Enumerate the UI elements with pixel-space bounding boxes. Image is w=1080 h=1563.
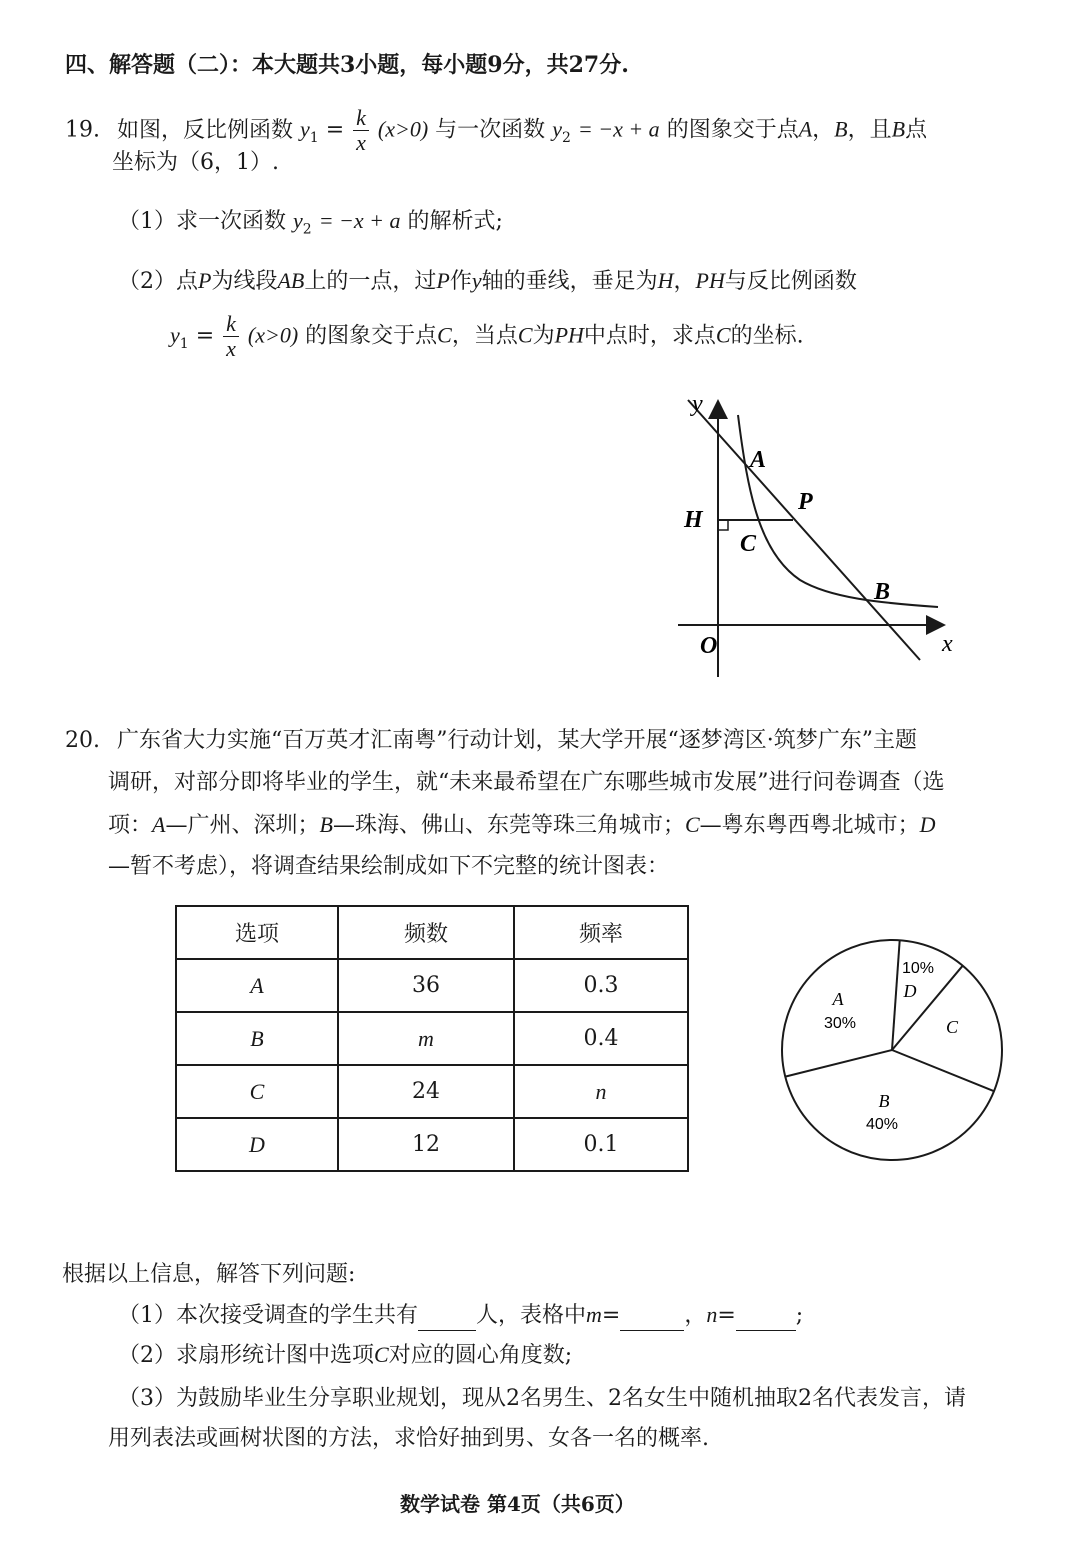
fraction-k-over-x-2 (223, 312, 239, 361)
q19-line2: 坐标为（6，1）. (112, 150, 279, 175)
pie-pct-a: 30% (823, 1015, 857, 1032)
linear-rhs-p1: = −x + a (318, 208, 401, 233)
pt-b-2: B (891, 116, 906, 142)
part2-line2-d: 中点时，求点 (583, 323, 716, 349)
part2-b: 为线段 (211, 269, 278, 294)
q19-line1: 19. 如图，反比例函数 $y_1$ = $\frac{k}{x}$ (x>0) 与一次函数 $y_2 = -x + a$ 的图象交于点A，B，且B点 (65, 105, 928, 155)
hyperbola-curve (738, 415, 938, 607)
axis-y-text: y (471, 268, 482, 293)
table-cell: 0.3 (514, 959, 688, 1012)
y1-sub-p2: 1 (179, 335, 189, 352)
label-c: C (740, 531, 757, 557)
p2-text-a: （2）求扇形统计图中选项 (118, 1343, 374, 1368)
pie-radius-3 (785, 1050, 892, 1077)
p1-text-b: 人，表格中 (476, 1303, 587, 1328)
seg-ph-2: PH (554, 322, 584, 348)
table-cell: n (514, 1065, 688, 1118)
pt-p: P (198, 268, 212, 293)
q20-line2: 调研，对部分即将毕业的学生，就“未来最希望在广东哪些城市发展”进行问卷调查（选 (108, 770, 945, 795)
q19-part2-line2: $y_1$ = $\frac{k}{x}$ (x>0) 的图象交于点C，当点C为PH中点时，求点C的坐标. (170, 311, 804, 361)
part2-c: 上的一点，过 (304, 269, 437, 294)
y2-sub: 2 (561, 129, 571, 146)
page-footer: 数学试卷 第4页（共6页） (400, 1492, 635, 1516)
label-p: P (798, 489, 813, 515)
frequency-table (175, 905, 689, 1172)
n-symbol: n (706, 1302, 718, 1327)
part2-line2-c: 为 (532, 323, 555, 349)
pie-radius-1 (892, 966, 963, 1050)
right-angle-mark (718, 520, 728, 530)
pie-label-a: A (832, 989, 844, 1009)
pt-c-2: C (517, 322, 533, 348)
eq-sign-2: = (717, 1303, 736, 1328)
part2-d: 作 (449, 269, 472, 294)
table-cell: C (176, 1065, 338, 1118)
q20-intro: 根据以上信息，解答下列问题: (62, 1262, 356, 1287)
table-cell: m (338, 1012, 514, 1065)
table-row (176, 1118, 688, 1171)
q20-line3 (108, 810, 936, 841)
pie-label-c: C (945, 1017, 959, 1037)
p1-text-a: （1）本次接受调查的学生共有 (118, 1303, 418, 1328)
frac-num: k (353, 106, 369, 131)
y2-sub-p1: 2 (302, 221, 312, 238)
pie-label-d: D (903, 981, 917, 1001)
q20-line3-b: —广州、深圳； (165, 813, 320, 838)
pt-c: C (437, 322, 452, 348)
pie-pct-b: 40% (865, 1116, 899, 1133)
table-cell: 12 (338, 1118, 514, 1171)
domain-cond: (x>0) (377, 116, 429, 142)
q20-part3-line1: （3）为鼓励毕业生分享职业规划，现从2名男生、2名女生中随机抽取2名代表发言，请 (118, 1386, 966, 1411)
label-origin: O (700, 633, 718, 659)
table-row (176, 1065, 688, 1118)
q20-number: 20. (65, 728, 100, 753)
table-cell: 24 (338, 1065, 514, 1118)
label-h: H (684, 507, 703, 533)
pie-label-b: B (878, 1091, 890, 1111)
linear-rhs: = −x + a (577, 116, 660, 142)
pt-a: A (798, 116, 813, 142)
part2-line2-b: ，当点 (451, 323, 518, 349)
label-y: y (692, 391, 703, 417)
y1-symbol-p2: y (170, 322, 180, 348)
answer-blank-m[interactable] (620, 1308, 684, 1331)
opt-d: D (919, 812, 936, 837)
table-cell: D (176, 1118, 338, 1171)
table-row (176, 1012, 688, 1065)
frac-den-2: x (226, 336, 236, 361)
frac-den: x (356, 130, 366, 155)
q20-line4: —暂不考虑），将调查结果绘制成如下不完整的统计图表： (108, 854, 670, 879)
q19-number: 19. (65, 117, 100, 143)
pie-radius-0 (892, 940, 900, 1050)
q20-line3-a: 项： (108, 813, 153, 838)
pie-radius-2 (892, 1050, 994, 1091)
part2-e: 轴的垂线，垂足为 (481, 269, 658, 294)
table-header-option: 选项 (176, 906, 338, 959)
opt-c: C (684, 812, 700, 837)
q19-text-a: 如图，反比例函数 (117, 117, 294, 143)
table-cell: 0.1 (514, 1118, 688, 1171)
part1-label: （1）求一次函数 (118, 209, 286, 234)
opt-a: A (152, 812, 166, 837)
label-b: B (874, 579, 891, 605)
q19-text-c: 的图象交于点 (666, 117, 799, 143)
part2-a: （2）点 (118, 269, 198, 294)
table-cell: B (176, 1012, 338, 1065)
part2-line2-e: 的坐标. (730, 323, 804, 349)
pt-b: B (834, 116, 848, 142)
answer-blank-total[interactable] (418, 1308, 476, 1331)
p2-opt-c: C (374, 1342, 389, 1367)
q20-part3-line2: 用列表法或画树状图的方法，求恰好抽到男、女各一名的概率. (108, 1426, 709, 1451)
opt-b: B (319, 812, 333, 837)
q19-text-b: 与一次函数 (435, 117, 546, 143)
m-symbol: m (586, 1302, 602, 1327)
frac-num-2: k (223, 312, 239, 337)
pie-radii (785, 940, 994, 1091)
q20-line1 (65, 726, 917, 756)
q20-line1-text: 广东省大力实施“百万英才汇南粤”行动计划，某大学开展“逐梦湾区·筑梦广东”主题 (117, 728, 917, 753)
q19-part2-line1: （2）点P为线段AB上的一点，过P作y轴的垂线，垂足为H，PH与反比例函数 (118, 268, 857, 294)
table-header-row (176, 906, 688, 959)
section-heading: 四、解答题（二）：本大题共3小题，每小题9分，共27分. (65, 52, 629, 78)
seg-ab: AB (277, 268, 305, 293)
semicolon: ; (795, 1303, 804, 1328)
q19-figure (660, 385, 970, 685)
pie-chart (770, 925, 1020, 1175)
eq-sign: = (601, 1303, 621, 1328)
y1-symbol: y (300, 116, 310, 142)
comma: ， (684, 1303, 707, 1328)
label-x: x (942, 631, 953, 657)
q19-text-d: ，且 (847, 117, 892, 143)
pt-p-2: P (436, 268, 450, 293)
table-cell: A (176, 959, 338, 1012)
p2-text-b: 对应的圆心角度数; (388, 1343, 573, 1368)
table-row (176, 959, 688, 1012)
label-a: A (750, 447, 767, 473)
table-cell: 36 (338, 959, 514, 1012)
q20-line3-d: —粤东粤西粤北城市； (699, 813, 920, 838)
y2-symbol: y (552, 116, 562, 142)
pie-pct-d: 10% (901, 960, 935, 977)
table-cell: 0.4 (514, 1012, 688, 1065)
domain-cond-2: (x>0) (247, 322, 299, 348)
q19-text-e: 点 (905, 117, 928, 143)
answer-blank-n[interactable] (736, 1308, 796, 1331)
table-header-frequency: 频数 (338, 906, 514, 959)
y2-symbol-p1: y (293, 208, 303, 233)
pt-c-3: C (715, 322, 731, 348)
part1-tail: 的解析式; (407, 209, 503, 234)
q20-part2 (118, 1340, 572, 1371)
table-header-rate: 频率 (514, 906, 688, 959)
seg-ph: PH (695, 268, 725, 293)
part2-f: 与反比例函数 (724, 269, 857, 294)
part2-line2-a: 的图象交于点 (305, 323, 438, 349)
q20-part1 (118, 1300, 803, 1331)
q19-part1 (118, 206, 503, 244)
fraction-k-over-x (353, 106, 369, 155)
pt-h: H (657, 268, 674, 293)
q20-line3-c: —珠海、佛山、东莞等珠三角城市； (332, 813, 685, 838)
y1-sub: 1 (309, 129, 319, 146)
